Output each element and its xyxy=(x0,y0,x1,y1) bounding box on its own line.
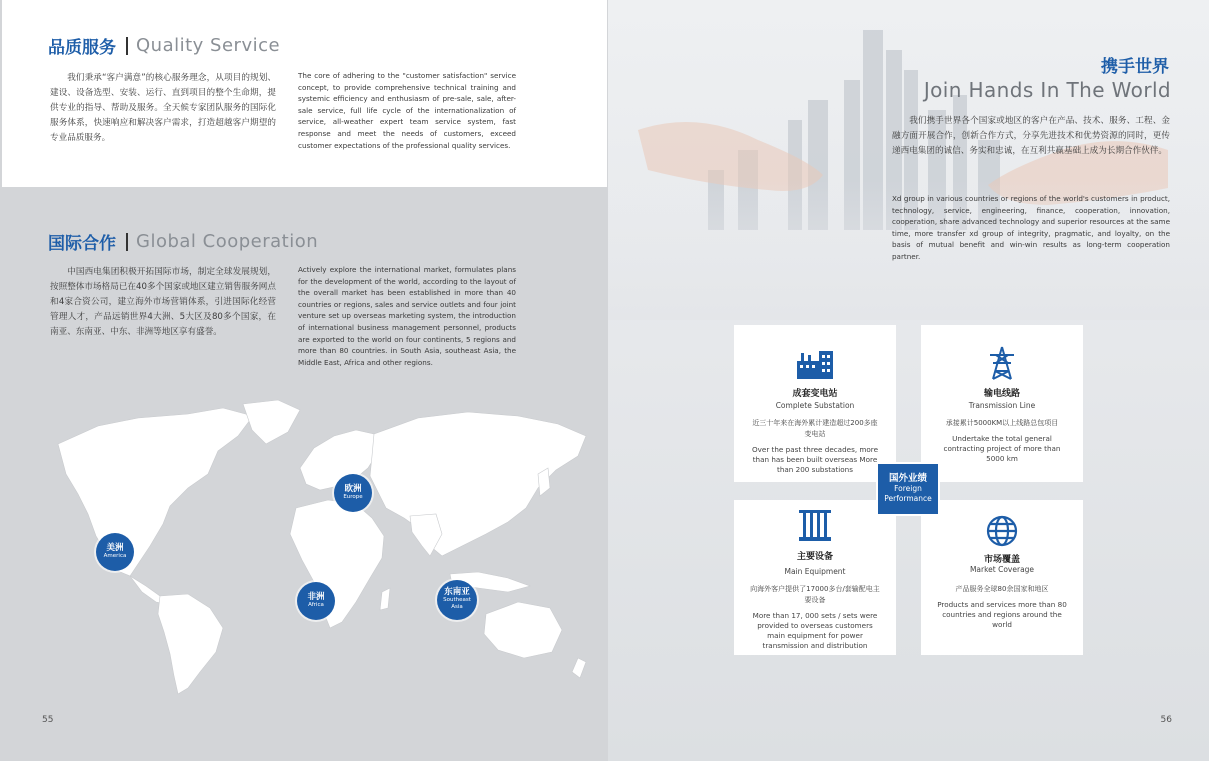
new-zealand-shape xyxy=(572,658,586,678)
join-text-zh: 我们携手世界各个国家或地区的客户在产品、技术、服务、工程、金融方面开展合作，创新合作方式，分享先进技术和优势资源的同时，更传递西电集团的诚信、务实和忠诚，在互利共赢基础上成为长期合作伙伴。 xyxy=(892,116,1170,156)
card-market-coverage xyxy=(921,500,1083,655)
card-title-en: Market Coverage xyxy=(969,565,1035,574)
quality-text-en: The core of adhering to the "customer satisfaction" service concept, to provide comprehensive technical training and systemic efficiency and enthusiasm of pre-sale, sale, after-sale service, full life cycle of the internationalization of service, all-weather expert team service system, fast response and meet the needs of customers, exceed customer expectations of the professional quality services. xyxy=(298,71,516,150)
australia-shape xyxy=(484,602,562,658)
region-america-zh: 美洲 xyxy=(106,543,124,553)
region-europe-en: Europe xyxy=(343,494,363,500)
card-text-en: Undertake the total general contracting project of more than 5000 km xyxy=(943,434,1061,463)
quality-title-en: Quality Service xyxy=(136,35,281,56)
join-title-en: Join Hands In The World xyxy=(923,78,1171,102)
card-text-zh: 向海外客户提供了17000多台/套输配电主要设备 xyxy=(750,585,880,604)
card-title-zh: 输电线路 xyxy=(983,389,1020,399)
join-title-zh: 携手世界 xyxy=(1101,57,1169,77)
greenland-shape xyxy=(243,400,300,444)
region-europe-zh: 欧洲 xyxy=(344,484,362,494)
global-title-zh: 国际合作 xyxy=(48,234,116,254)
card-title-en: Transmission Line xyxy=(968,401,1036,410)
card-transmission-line xyxy=(921,325,1083,482)
region-southeast-asia xyxy=(437,580,477,620)
north-america-shape xyxy=(58,408,253,576)
card-title-zh: 成套变电站 xyxy=(792,389,838,399)
handshake-city-background xyxy=(608,0,1209,320)
quality-section-title xyxy=(48,33,280,58)
asia-shape xyxy=(370,412,586,556)
title-divider xyxy=(126,233,128,251)
globe-icon xyxy=(985,514,1019,548)
region-america xyxy=(96,533,134,571)
region-sea-en: Southeast Asia xyxy=(443,597,471,610)
global-title-en: Global Cooperation xyxy=(136,231,319,252)
substation-icon xyxy=(795,347,835,381)
card-text-en: More than 17, 000 sets / sets were provided to overseas customers main equipment for power transmission and distribution xyxy=(752,611,878,650)
card-text-en: Over the past three decades, more than has been built overseas More than 200 substations xyxy=(751,445,879,474)
region-europe xyxy=(334,474,372,512)
card-main-equipment xyxy=(734,500,896,655)
card-text-zh: 近三十年来在海外累计建造超过200多座变电站 xyxy=(752,419,878,438)
card-complete-substation xyxy=(734,325,896,482)
card-text-en: Products and services more than 80 countries and regions around the world xyxy=(937,600,1067,629)
card-title-en: Complete Substation xyxy=(775,401,855,410)
foreign-performance-badge xyxy=(878,464,938,514)
region-sea-zh: 东南亚 xyxy=(444,587,470,597)
quality-text-zh: 我们秉承“客户满意”的核心服务理念，从项目的规划、建设、设备选型、安装、运行、直到项目的整个生命期，提供专业的指导、帮助及服务。全天候专家团队服务的国际化服务体系，快速响应和解决客户需求，打造超越客户期望的专业品质服务。 xyxy=(50,73,276,143)
card-title-zh: 主要设备 xyxy=(796,552,833,562)
quality-title-zh: 品质服务 xyxy=(48,38,116,58)
global-text-en: Actively explore the international market, formulates plans for the development of the world, according to the layout of the overall market has been established in more than 40 countries or regions, sales and service outlets and four joint venture set up overseas marketing system, the introduction of international business management personnel, products are exported to the world on four continents, 5 regions and more than 80 countries. in South Asia, southeast Asia, the Middle East, Africa and other regions. xyxy=(298,265,516,367)
transformer-icon xyxy=(795,508,835,542)
title-divider xyxy=(126,37,128,55)
card-title-zh: 市场覆盖 xyxy=(983,555,1020,565)
region-africa xyxy=(297,582,335,620)
madagascar-shape xyxy=(380,588,390,610)
right-page xyxy=(608,0,1209,761)
foreign-performance-zh: 国外业绩 xyxy=(888,473,927,484)
region-africa-en: Africa xyxy=(308,602,324,608)
card-text-zh: 承接累计5000KM以上线路总包项目 xyxy=(945,419,1059,427)
card-title-en: Main Equipment xyxy=(784,567,846,576)
south-america-shape xyxy=(158,594,223,694)
join-text-en: Xd group in various countries or regions of the world's customers in product, technology, service, engineering, finance, cooperation, innovation, cooperation, share advanced technology and superior resources at the same time, more transfer xd group of integrity, pragmatic, and loyalty, on the basis of mutual benefit and win-win results as long-term cooperation partner. xyxy=(892,194,1170,261)
card-text-zh: 产品服务全球80余国家和地区 xyxy=(955,585,1049,593)
region-africa-zh: 非洲 xyxy=(307,592,325,602)
global-section-title xyxy=(48,229,318,254)
foreign-performance-en: Foreign Performance xyxy=(884,484,932,503)
page-number-right: 56 xyxy=(1160,715,1172,725)
region-america-en: America xyxy=(103,553,127,559)
global-text-zh: 中国西电集团积极开拓国际市场，制定全球发展规划，按照整体市场格局已在40多个国家或地区建立销售服务网点和4家合资公司，建立海外市场营销体系，引进国际化经营管理人才，产品远销世界4大洲、5大区及80多个国家，在南亚、东南亚、中东、非洲等地区享有盛誉。 xyxy=(50,267,276,337)
page-number-left: 55 xyxy=(42,715,54,725)
transmission-tower-icon xyxy=(985,345,1019,381)
